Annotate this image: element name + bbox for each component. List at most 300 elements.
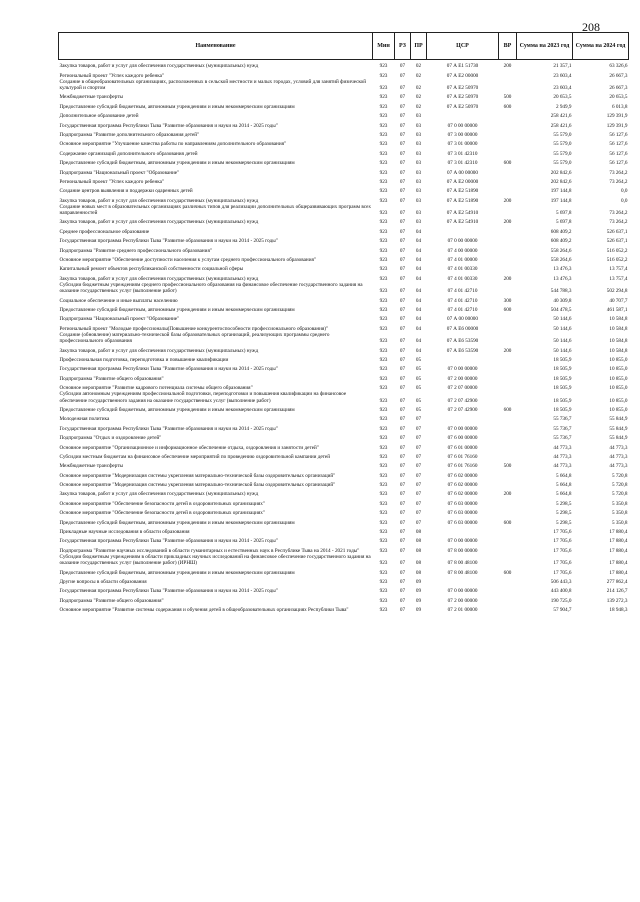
row-section: 07: [399, 453, 406, 460]
row-subsection: 07: [415, 491, 422, 498]
row-subsection: 03: [415, 169, 422, 176]
row-name: Предоставление субсидий бюджетным, автономным учреждениям и иным некоммерческим организациям: [59, 406, 295, 413]
table-row: [59, 282, 629, 294]
row-subsection: 04: [415, 347, 422, 354]
row-name: Межбюджетные трансферты: [59, 94, 124, 101]
row-section: 07: [399, 397, 406, 404]
row-target-article: 07 4 01 42710: [447, 297, 478, 304]
row-expense-type: [499, 69, 517, 78]
table-row: [59, 101, 629, 110]
row-target-article: 07 А Е2 54910: [446, 219, 479, 226]
row-name: Содержание организаций дополнительного образования детей: [59, 150, 198, 157]
row-sum-2023: 13 476,3: [553, 275, 572, 282]
row-target-article: 07 А Е2 54910: [446, 210, 479, 217]
row-subsection: 08: [415, 538, 422, 545]
row-ministry: 923: [379, 63, 388, 70]
row-expense-type: [499, 391, 517, 403]
row-sum-2024: 20 653,5: [609, 94, 628, 101]
row-sum-2023: 13 476,3: [553, 266, 572, 273]
row-sum-2023: 18 505,9: [553, 375, 572, 382]
row-name: Подпрограмма "Развитие среднего профессионального образования": [59, 247, 212, 254]
row-expense-type: [499, 479, 517, 488]
row-sum-2023: 5 298,5: [555, 519, 572, 526]
row-target-article: 07 А Е2 00000: [446, 72, 479, 79]
row-target-article: 07 2 00 00000: [447, 597, 478, 604]
row-subsection: 07: [415, 482, 422, 489]
row-section: 07: [399, 150, 406, 157]
row-ministry: 923: [379, 472, 388, 479]
row-expense-type: 600: [503, 307, 512, 313]
row-name: Основное мероприятие "Развитие кадрового потенциала системы общего образования": [59, 385, 253, 392]
row-name: Подпрограмма "Развитие дополнительного образования детей": [59, 131, 200, 138]
row-name: Создание новых мест в образовательных организациях различных типов для реализации дополнительных общеразвивающих программ всех направленностей: [59, 203, 371, 217]
row-target-article: 07 А Е2 50970: [446, 103, 479, 110]
row-sum-2024: 10 855,0: [609, 356, 628, 363]
row-subsection: 03: [415, 122, 422, 129]
row-sum-2023: 258 421,6: [550, 113, 572, 120]
row-section: 07: [399, 538, 406, 545]
row-section: 07: [399, 519, 406, 526]
row-sum-2024: 56 127,6: [609, 150, 628, 157]
row-sum-2023: 55 579,0: [553, 150, 572, 157]
row-target-article: 07 2 07 42900: [447, 406, 478, 413]
row-name: Основное мероприятие "Улучшение качества работы по направлениям дополнительного образования": [59, 141, 287, 148]
table-row: [59, 323, 629, 332]
row-name: Региональный проект "Успех каждого ребенка": [59, 178, 165, 185]
row-subsection: 08: [415, 529, 422, 536]
row-name: Профессиональная подготовка, переподготовка и повышение квалификации: [59, 356, 229, 363]
row-target-article: 07 0 00 00000: [447, 238, 478, 245]
row-sum-2023: 5 298,5: [555, 510, 572, 517]
row-sum-2024: 40 707,7: [609, 297, 628, 304]
table-row: [59, 391, 629, 403]
row-ministry: 923: [379, 578, 388, 585]
row-name: Основное мероприятие "Модернизация системы укрепления материально-технической базы оздоровительных организаций": [59, 472, 336, 479]
header-ministry: Мин: [373, 33, 395, 60]
row-name: Государственная программа Республики Тыва "Развитие образования и науки на 2014 - 2025 годы": [59, 122, 278, 129]
row-section: 07: [399, 425, 406, 432]
row-ministry: 923: [379, 482, 388, 489]
row-sum-2024: 10 584,8: [609, 338, 628, 345]
row-name: Закупка товаров, работ и услуг для обеспечения государственных (муниципальных) нужд: [59, 219, 259, 226]
row-target-article: 07 0 00 00000: [447, 366, 478, 373]
row-ministry: 923: [379, 366, 388, 373]
row-sum-2023: 18 505,9: [553, 397, 572, 404]
row-subsection: 09: [415, 597, 422, 604]
row-sum-2024: 10 584,8: [609, 347, 628, 354]
table-header-row: [59, 33, 629, 60]
table-row: [59, 294, 629, 303]
row-name: Основное мероприятие "Обеспечение доступности населения к услугам среднего профессионального образования": [59, 257, 316, 264]
row-name: Государственная программа Республики Тыва "Развитие образования и науки на 2014 - 2025 годы": [59, 538, 278, 545]
row-sum-2024: 17 880,4: [609, 560, 628, 567]
row-expense-type: [499, 166, 517, 175]
row-subsection: 07: [415, 435, 422, 442]
row-ministry: 923: [379, 131, 388, 138]
row-section: 07: [399, 578, 406, 585]
row-sum-2023: 57 904,7: [553, 607, 572, 614]
table-row: [59, 479, 629, 488]
row-sum-2024: 5 720,8: [611, 491, 628, 498]
row-sum-2024: 5 720,8: [611, 482, 628, 489]
row-subsection: 07: [415, 510, 422, 517]
row-name: Закупка товаров, работ и услуг для обеспечения государственных (муниципальных) нужд: [59, 347, 259, 354]
row-name: Другие вопросы в области образования: [59, 578, 147, 585]
row-name: Закупка товаров, работ и услуг для обеспечения государственных (муниципальных) нужд: [59, 63, 259, 70]
row-subsection: 03: [415, 141, 422, 148]
row-ministry: 923: [379, 316, 388, 323]
row-sum-2023: 5 664,8: [555, 482, 572, 489]
table-row: [59, 226, 629, 235]
row-subsection: 04: [415, 338, 422, 345]
row-section: 07: [399, 307, 406, 313]
row-section: 07: [399, 569, 406, 576]
row-section: 07: [399, 275, 406, 282]
row-sum-2024: 10 855,0: [609, 385, 628, 392]
row-section: 07: [399, 510, 406, 517]
row-sum-2023: 17 705,6: [553, 547, 572, 554]
row-sum-2024: 63 326,6: [609, 63, 628, 70]
row-ministry: 923: [379, 141, 388, 148]
row-section: 07: [399, 444, 406, 451]
row-sum-2023: 5 697,8: [555, 219, 572, 226]
row-ministry: 923: [379, 210, 388, 217]
row-target-article: 07 4 01 00000: [447, 257, 478, 264]
row-sum-2024: 10 855,0: [609, 397, 628, 404]
row-section: 07: [399, 338, 406, 345]
row-sum-2023: 20 653,5: [553, 94, 572, 101]
row-subsection: 05: [415, 406, 422, 413]
row-name: Подпрограмма "Развитие общего образования": [59, 375, 164, 382]
row-sum-2023: 18 505,9: [553, 366, 572, 373]
row-sum-2023: 202 842,6: [550, 169, 572, 176]
row-section: 07: [399, 197, 406, 204]
row-section: 07: [399, 375, 406, 382]
row-expense-type: [499, 469, 517, 478]
table-row: [59, 110, 629, 119]
table-row: [59, 585, 629, 594]
row-ministry: 923: [379, 275, 388, 282]
table-row: [59, 344, 629, 353]
row-expense-type: [499, 110, 517, 119]
row-sum-2023: 50 144,6: [553, 347, 572, 354]
row-section: 07: [399, 491, 406, 498]
row-sum-2024: 73 264,2: [609, 169, 628, 176]
row-section: 07: [399, 238, 406, 245]
row-sum-2023: 55 736,7: [553, 416, 572, 423]
row-expense-type: [499, 354, 517, 363]
row-target-article: [427, 110, 499, 119]
row-sum-2023: 197 144,8: [550, 197, 572, 204]
table-row: [59, 69, 629, 78]
row-ministry: 923: [379, 238, 388, 245]
row-expense-type: 200: [503, 491, 512, 498]
row-expense-type: 600: [503, 519, 512, 526]
row-section: 07: [399, 178, 406, 185]
row-section: 07: [399, 463, 406, 470]
table-row: [59, 423, 629, 432]
row-section: 07: [399, 325, 406, 332]
row-ministry: 923: [379, 444, 388, 451]
row-target-article: 07 8 00 48100: [447, 569, 478, 576]
row-ministry: 923: [379, 529, 388, 536]
row-name: Молодежная политика: [59, 416, 110, 423]
row-sum-2024: 516 052,2: [606, 247, 628, 254]
row-target-article: 07 8 00 00000: [447, 547, 478, 554]
row-sum-2023: 17 705,6: [553, 538, 572, 545]
row-sum-2023: 21 357,1: [553, 63, 572, 70]
row-ministry: 923: [379, 257, 388, 264]
row-section: 07: [399, 122, 406, 129]
row-section: 07: [399, 366, 406, 373]
table-row: [59, 566, 629, 575]
row-subsection: 04: [415, 238, 422, 245]
row-sum-2024: 5 350,8: [611, 510, 628, 517]
row-expense-type: [499, 498, 517, 507]
row-name: Основное мероприятие "Развитие системы содержания и обучения детей в общеобразовательных организациях Республики Тыва": [59, 607, 349, 614]
row-name: Субсидии местным бюджетам на финансовое обеспечение мероприятий по проведению оздоровительной кампании детей: [59, 453, 331, 460]
row-target-article: 07 А Е1 51730: [446, 63, 479, 70]
row-name: Государственная программа Республики Тыва "Развитие образования и науки на 2014 - 2025 годы": [59, 366, 278, 373]
row-name: Создание (обновление) материально-технической базы образовательных организаций, реализующих программы среднего профессионального образования: [59, 331, 330, 345]
row-sum-2024: 44 773,3: [609, 453, 628, 460]
row-sum-2023: 23 603,4: [553, 84, 572, 91]
table-row: [59, 91, 629, 100]
table-row: [59, 332, 629, 344]
table-row: [59, 79, 629, 91]
row-sum-2024: 17 880,4: [609, 569, 628, 576]
row-subsection: 07: [415, 416, 422, 423]
row-ministry: 923: [379, 375, 388, 382]
row-expense-type: [499, 235, 517, 244]
row-sum-2023: 5 298,5: [555, 500, 572, 507]
row-target-article: 07 0 00 00000: [447, 588, 478, 595]
row-sum-2023: 544 788,3: [550, 288, 572, 295]
row-ministry: 923: [379, 197, 388, 204]
row-target-article: 07 2 07 42900: [447, 397, 478, 404]
row-name: Подпрограмма "Национальный проект "Образование": [59, 169, 180, 176]
row-subsection: 07: [415, 500, 422, 507]
row-target-article: 07 4 01 42710: [447, 288, 478, 295]
row-ministry: 923: [379, 307, 388, 313]
row-expense-type: 600: [503, 103, 512, 110]
row-expense-type: 200: [503, 347, 512, 354]
table-row: [59, 554, 629, 566]
row-ministry: 923: [379, 491, 388, 498]
table-row: [59, 129, 629, 138]
row-section: 07: [399, 141, 406, 148]
row-sum-2024: 10 584,8: [609, 316, 628, 323]
row-subsection: 04: [415, 257, 422, 264]
row-sum-2023: 558 264,6: [550, 257, 572, 264]
row-sum-2023: 197 144,8: [550, 188, 572, 195]
row-target-article: 07 6 01 76160: [447, 463, 478, 470]
row-ministry: 923: [379, 247, 388, 254]
row-target-article: 07 6 03 00000: [447, 519, 478, 526]
row-sum-2023: 608 409,2: [550, 238, 572, 245]
row-sum-2023: 17 705,6: [553, 569, 572, 576]
table-row: [59, 545, 629, 554]
row-subsection: 07: [415, 453, 422, 460]
row-section: 07: [399, 385, 406, 392]
row-subsection: 03: [415, 188, 422, 195]
row-name: Предоставление субсидий бюджетным, автономным учреждениям и иным некоммерческим организациям: [59, 307, 295, 313]
row-section: 07: [399, 529, 406, 536]
row-expense-type: [499, 545, 517, 554]
row-sum-2023: 50 144,6: [553, 316, 572, 323]
row-sum-2024: 73 264,2: [609, 219, 628, 226]
row-target-article: 07 А Е2 51890: [446, 197, 479, 204]
row-name: Основное мероприятие "Обеспечение безопасности детей в оздоровительных организациях": [59, 510, 265, 517]
row-name: Подпрограмма "Национальный проект "Образование": [59, 316, 180, 323]
row-expense-type: 200: [503, 197, 512, 204]
row-name: Субсидии автономным учреждениям профессиональной подготовки, переподготовки и повышения квалификации на финансовое обеспечение государственного задания на оказание государственных услуг (выполнение работ): [59, 391, 347, 404]
row-sum-2024: 55 844,9: [609, 425, 628, 432]
row-subsection: 04: [415, 266, 422, 273]
row-target-article: [427, 226, 499, 235]
row-expense-type: [499, 604, 517, 613]
table-row: [59, 235, 629, 244]
row-sum-2024: 6 013,8: [611, 103, 628, 110]
row-expense-type: [499, 244, 517, 253]
row-sum-2023: 17 705,6: [553, 560, 572, 567]
row-expense-type: [499, 79, 517, 91]
row-subsection: 03: [415, 197, 422, 204]
row-target-article: 07 6 00 00000: [447, 435, 478, 442]
row-sum-2023: 18 505,9: [553, 385, 572, 392]
row-section: 07: [399, 169, 406, 176]
row-target-article: 07 4 00 00000: [447, 247, 478, 254]
row-expense-type: 500: [503, 463, 512, 470]
row-name: Подпрограмма "Отдых и оздоровление детей": [59, 435, 162, 442]
row-subsection: 05: [415, 397, 422, 404]
table-row: [59, 382, 629, 391]
row-target-article: 07 3 01 42310: [447, 150, 478, 157]
table-row: [59, 498, 629, 507]
row-target-article: 07 2 00 00000: [447, 375, 478, 382]
row-ministry: 923: [379, 538, 388, 545]
row-section: 07: [399, 607, 406, 614]
row-subsection: 02: [415, 63, 422, 70]
row-sum-2024: 5 720,8: [611, 472, 628, 479]
row-ministry: 923: [379, 607, 388, 614]
row-name: Закупка товаров, работ и услуг для обеспечения государственных (муниципальных) нужд: [59, 197, 259, 204]
header-sum-2023: Сумма на 2023 год: [517, 33, 573, 60]
row-ministry: 923: [379, 297, 388, 304]
row-expense-type: [499, 507, 517, 516]
row-sum-2023: 55 579,0: [553, 131, 572, 138]
row-ministry: 923: [379, 113, 388, 120]
row-sum-2023: 44 773,3: [553, 463, 572, 470]
table-row: [59, 460, 629, 469]
row-ministry: 923: [379, 425, 388, 432]
row-subsection: 09: [415, 607, 422, 614]
row-subsection: 04: [415, 247, 422, 254]
row-expense-type: 500: [503, 94, 512, 101]
row-target-article: [427, 354, 499, 363]
row-sum-2024: 26 667,3: [609, 72, 628, 79]
row-ministry: 923: [379, 453, 388, 460]
row-sum-2024: 26 667,3: [609, 84, 628, 91]
row-sum-2023: 55 736,7: [553, 435, 572, 442]
table-row: [59, 373, 629, 382]
table-row: [59, 244, 629, 253]
row-target-article: 07 6 02 00000: [447, 491, 478, 498]
row-name: Создание центров выявления и поддержки одаренных детей: [59, 188, 193, 195]
row-name: Дополнительное образование детей: [59, 113, 139, 120]
row-section: 07: [399, 416, 406, 423]
row-section: 07: [399, 472, 406, 479]
row-name: Предоставление субсидий бюджетным, автономным учреждениям и иным некоммерческим организациям: [59, 569, 295, 576]
row-sum-2024: 10 855,0: [609, 406, 628, 413]
row-sum-2023: 608 409,2: [550, 228, 572, 235]
row-section: 07: [399, 288, 406, 295]
row-name: Региональный проект "Молодые профессионалы(Повышение конкурентоспособности профессионального образования)": [59, 325, 329, 332]
table-row: [59, 273, 629, 282]
row-ministry: 923: [379, 94, 388, 101]
row-sum-2024: 17 880,4: [609, 529, 628, 536]
row-expense-type: [499, 323, 517, 332]
row-sum-2024: 10 584,8: [609, 325, 628, 332]
table-row: [59, 507, 629, 516]
row-section: 07: [399, 435, 406, 442]
row-sum-2024: 18 948,3: [609, 607, 628, 614]
row-expense-type: 600: [503, 160, 512, 167]
row-sum-2024: 0,0: [621, 188, 628, 195]
row-section: 07: [399, 257, 406, 264]
row-ministry: 923: [379, 288, 388, 295]
row-ministry: 923: [379, 84, 388, 91]
row-section: 07: [399, 500, 406, 507]
row-name: Среднее профессиональное образование: [59, 228, 150, 235]
row-sum-2024: 55 844,9: [609, 435, 628, 442]
row-target-article: 07 А Е2 50970: [446, 84, 479, 91]
row-expense-type: [499, 554, 517, 566]
row-subsection: 07: [415, 519, 422, 526]
table-row: [59, 119, 629, 128]
row-name: Подпрограмма "Развитие научных исследований в области гуманитарных и естественных наук в Республике Тыва на 2014 - 2021 годы": [59, 547, 360, 554]
row-expense-type: [499, 282, 517, 294]
row-section: 07: [399, 297, 406, 304]
table-row: [59, 363, 629, 372]
row-expense-type: [499, 129, 517, 138]
row-target-article: 07 2 01 00000: [447, 607, 478, 614]
row-target-article: [427, 413, 499, 422]
table-row: [59, 432, 629, 441]
row-sum-2023: 50 144,6: [553, 338, 572, 345]
row-section: 07: [399, 84, 406, 91]
row-section: 07: [399, 160, 406, 167]
row-ministry: 923: [379, 397, 388, 404]
row-subsection: 08: [415, 547, 422, 554]
row-sum-2024: 10 855,0: [609, 366, 628, 373]
row-expense-type: [499, 535, 517, 544]
row-sum-2023: 44 773,3: [553, 444, 572, 451]
row-sum-2023: 55 579,0: [553, 141, 572, 148]
row-subsection: 05: [415, 366, 422, 373]
row-target-article: 07 А Е6 53590: [446, 338, 479, 345]
row-expense-type: [499, 423, 517, 432]
row-sum-2023: 5 697,8: [555, 210, 572, 217]
table-row: [59, 194, 629, 203]
row-subsection: 03: [415, 178, 422, 185]
row-ministry: 923: [379, 500, 388, 507]
table-row: [59, 576, 629, 585]
row-name: Закупка товаров, работ и услуг для обеспечения государственных (муниципальных) нужд: [59, 275, 259, 282]
table-row: [59, 535, 629, 544]
row-subsection: 04: [415, 275, 422, 282]
row-name: Закупка товаров, работ и услуг для обеспечения государственных (муниципальных) нужд: [59, 491, 259, 498]
